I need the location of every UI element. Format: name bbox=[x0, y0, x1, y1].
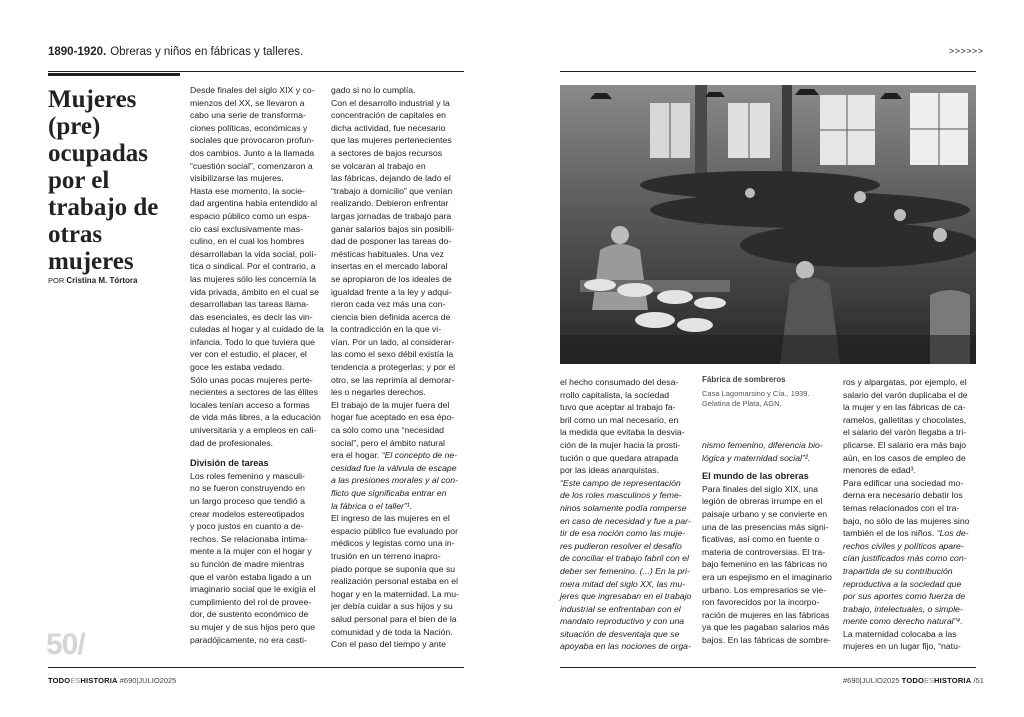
column-5-text-b: La maternidad colocaba a las mujeres en un lugar fijo, “natu- bbox=[843, 628, 961, 652]
photo-caption: Casa Lagomarsino y Cía., 1939. Gelatina de Plata, AGN. bbox=[702, 389, 810, 408]
bottom-rule-left bbox=[48, 667, 464, 668]
page-number-left: 50/ bbox=[46, 628, 85, 661]
footer-issue-left: #690|JULIO2025 bbox=[119, 676, 177, 685]
footer-issue-right: #690|JULIO2025 bbox=[843, 676, 900, 685]
photo-caption-title: Fábrica de sombreros bbox=[702, 375, 786, 384]
byline-label: POR bbox=[48, 276, 65, 285]
author-name: Cristina M. Tórtora bbox=[66, 276, 138, 285]
column-4 bbox=[702, 439, 838, 647]
column-4-text-b: Para finales del siglo XIX, una legión de obreras irrumpe en el paisaje urbano y se convierte en una de las presencias más signi- ficativas, así como en fuente o materia de controversias. El tra- bajo femenino en las fábricas no era un espejismo en el imaginario urbano. Los empresarios se vie- ron favorecidos por la incorpo- ración de mujeres en las fábricas ya que les pagaban salarios más bajos. En las fábricas de sombre- bbox=[702, 483, 832, 645]
column-3-quote: “Este campo de representación de los roles masculinos y feme- ninos solamente podía romperse en caso de necesidad y fue a par- tir de esa noción como las muje- res pudieron resolver el desafío de conciliar el trabajo fabril con el deber ser femenino. (...) En la pri- mera mitad del siglo XX, las mu- jeres que ingresaban en el trabajo industrial se enfrentaban con el mandato reproductivo y con una situación de desventaja que se apoyaba en las nociones de orga- bbox=[560, 477, 692, 652]
footer-brand-a-right: TODO bbox=[901, 676, 925, 685]
header-section: Obreras y niños en fábricas y talleres. bbox=[110, 46, 304, 58]
byline bbox=[48, 276, 137, 285]
article-title: Mujeres (pre) ocupadas por el trabajo de otras mujeres bbox=[48, 86, 159, 275]
column-2 bbox=[331, 84, 469, 651]
footer-brand-b-right: ES bbox=[924, 676, 935, 685]
footer-right bbox=[843, 676, 984, 685]
footer-brand-a: TODO bbox=[48, 676, 71, 685]
footer-brand-c-right: HISTORIA bbox=[934, 676, 972, 685]
column-2-text-a: gado si no lo cumplía. Con el desarrollo industrial y la concentración de capitales en dicha actividad, fue necesario que las mujeres pertenecientes a sectores de bajos recursos se volcaran al trabajo en las fábricas, dejando de lado el “trabajo a domicilio” que venían realizando. Debieron enfrentar largas jornadas de trabajo para ganar salarios bajos sin posibili- dad de posponer las tareas do- mésticas habituales. Una vez insertas en el mercado laboral se apropiaron de los ideales de igualdad frente a la ley y adqui- rieron cada vez más una con- ciencia bien definida acerca de la contradicción en la que vi- vían. Por un lado, al considerar- las como el sexo débil existía la tendencia a protegerlas; y por el otro, se las reprimía al demorar- les o negarles derechos. El trabajo de la mujer fuera del hogar fue aceptado en esa épo- ca sólo como una “necesidad social”, pero el ámbito natural era el hogar. bbox=[331, 85, 456, 461]
column-5-quote: “Los de- rechos civiles y políticos apare- cían justificados más como con- trapartida de su contribución reproductiva a la sociedad que por sus aportes como fuerza de trabajo, intelectuales, o simple- mente como derecho natural”⁴. bbox=[843, 528, 969, 627]
column-5-text-a: ros y alpargatas, por ejemplo, el salario del varón duplicaba el de la mujer y en las fábricas de ca- ramelos, galletitas y chocolates, el salario del varón llegaba a tri- plicarse. El salario era más bajo aún, en los casos de empleo de menores de edad³. Para edificar una sociedad mo- derna era necesario debatir los temas relacionados con el tra- bajo, no sólo de las mujeres sino también el de los niños. bbox=[843, 377, 970, 539]
column-2-quote: “El concepto de ne- cesidad fue la válvula de escape a las presiones morales y al con- flicto que significaba entrar en la fábrica o el taller”¹. bbox=[331, 450, 458, 511]
top-rule-left bbox=[48, 71, 464, 72]
column-5 bbox=[843, 376, 979, 653]
column-4-quote: nismo femenino, diferencia bio- lógica y maternidad social”². bbox=[702, 440, 823, 463]
footer-brand-c: HISTORIA bbox=[80, 676, 118, 685]
header-arrows: >>>>>> bbox=[949, 46, 984, 56]
column-1-text-b: Los roles femenino y masculi- no se fueron construyendo en un largo proceso que tendió a crear modelos estereotipados y poco justos en cuanto a de- rechos. Se relacionaba íntima- mente a la mujer con el hogar y su función de madre mientras que el varón estaba ligado a un imaginario social que le exigía el cumplimiento del rol de provee- dor, de sustento económico de su mujer y de sus hijos pero que paradójicamente, no era casti- bbox=[190, 470, 316, 645]
section-heading-obreras: El mundo de las obreras bbox=[702, 471, 809, 482]
column-1 bbox=[190, 84, 326, 646]
column-3-text-a: el hecho consumado del desa- rrollo capitalista, la sociedad tuvo que aceptar al trabajo fa- bril como un mal necesario, en la medida que evitaba la desvia- ción de la mujer hacia la prosti- tución o que quedara atrapada por las ideas anarquistas. bbox=[560, 377, 685, 476]
header-years: 1890-1920. bbox=[48, 46, 107, 58]
column-1-text-a: Desde finales del siglo XIX y co- mienzos del XX, se llevaron a cabo una serie de transforma- ciones políticas, económicas y sociales que provocaron profun- dos cambios. Junto a la llamada “cuestión social”, comenzaron a visibilizarse las mujeres. Hasta ese momento, la socie- dad argentina había entendido al espacio público como un espa- cio casi exclusivamente mas- culino, en el cual los hombres desarrollaban la vida social, polí- tica o sindical. Por el contrario, a las mujeres sólo les concernía la vida privada, ámbito en el cual se desarrollaban las tareas llama- das esenciales, es decir las vin- culadas al hogar y al cuidado de la infancia. Todo lo que tuviera que ver con el estudio, el placer, el goce les estaba vedado. Sólo unas pocas mujeres perte- necientes a sectores de las élites locales tenían acceso a formas de vida más libres, a la educación universitaria y a empleos en cali- dad de profesionales. bbox=[190, 85, 324, 448]
factory-photo bbox=[560, 85, 976, 364]
footer-left bbox=[48, 676, 176, 685]
column-2-text-b: El ingreso de las mujeres en el espacio público fue evaluado por médicos y legistas como una in- trusión en un terreno inapro- piado porque se suponía que su realización personal estaba en el hogar y en la maternidad. La mu- jer debía cuidar a sus hijos y su salud personal para el bien de la comunidad y de toda la Nación. Con el paso del tiempo y ante bbox=[331, 513, 459, 650]
section-header bbox=[48, 46, 303, 58]
bottom-rule-right bbox=[560, 667, 976, 668]
top-rule-right bbox=[560, 71, 976, 72]
column-3 bbox=[560, 376, 696, 653]
section-heading-division: División de tareas bbox=[190, 458, 269, 469]
footer-brand-b: ES bbox=[70, 676, 81, 685]
page-number-right: /51 bbox=[973, 676, 984, 685]
top-rule-accent bbox=[48, 73, 180, 76]
